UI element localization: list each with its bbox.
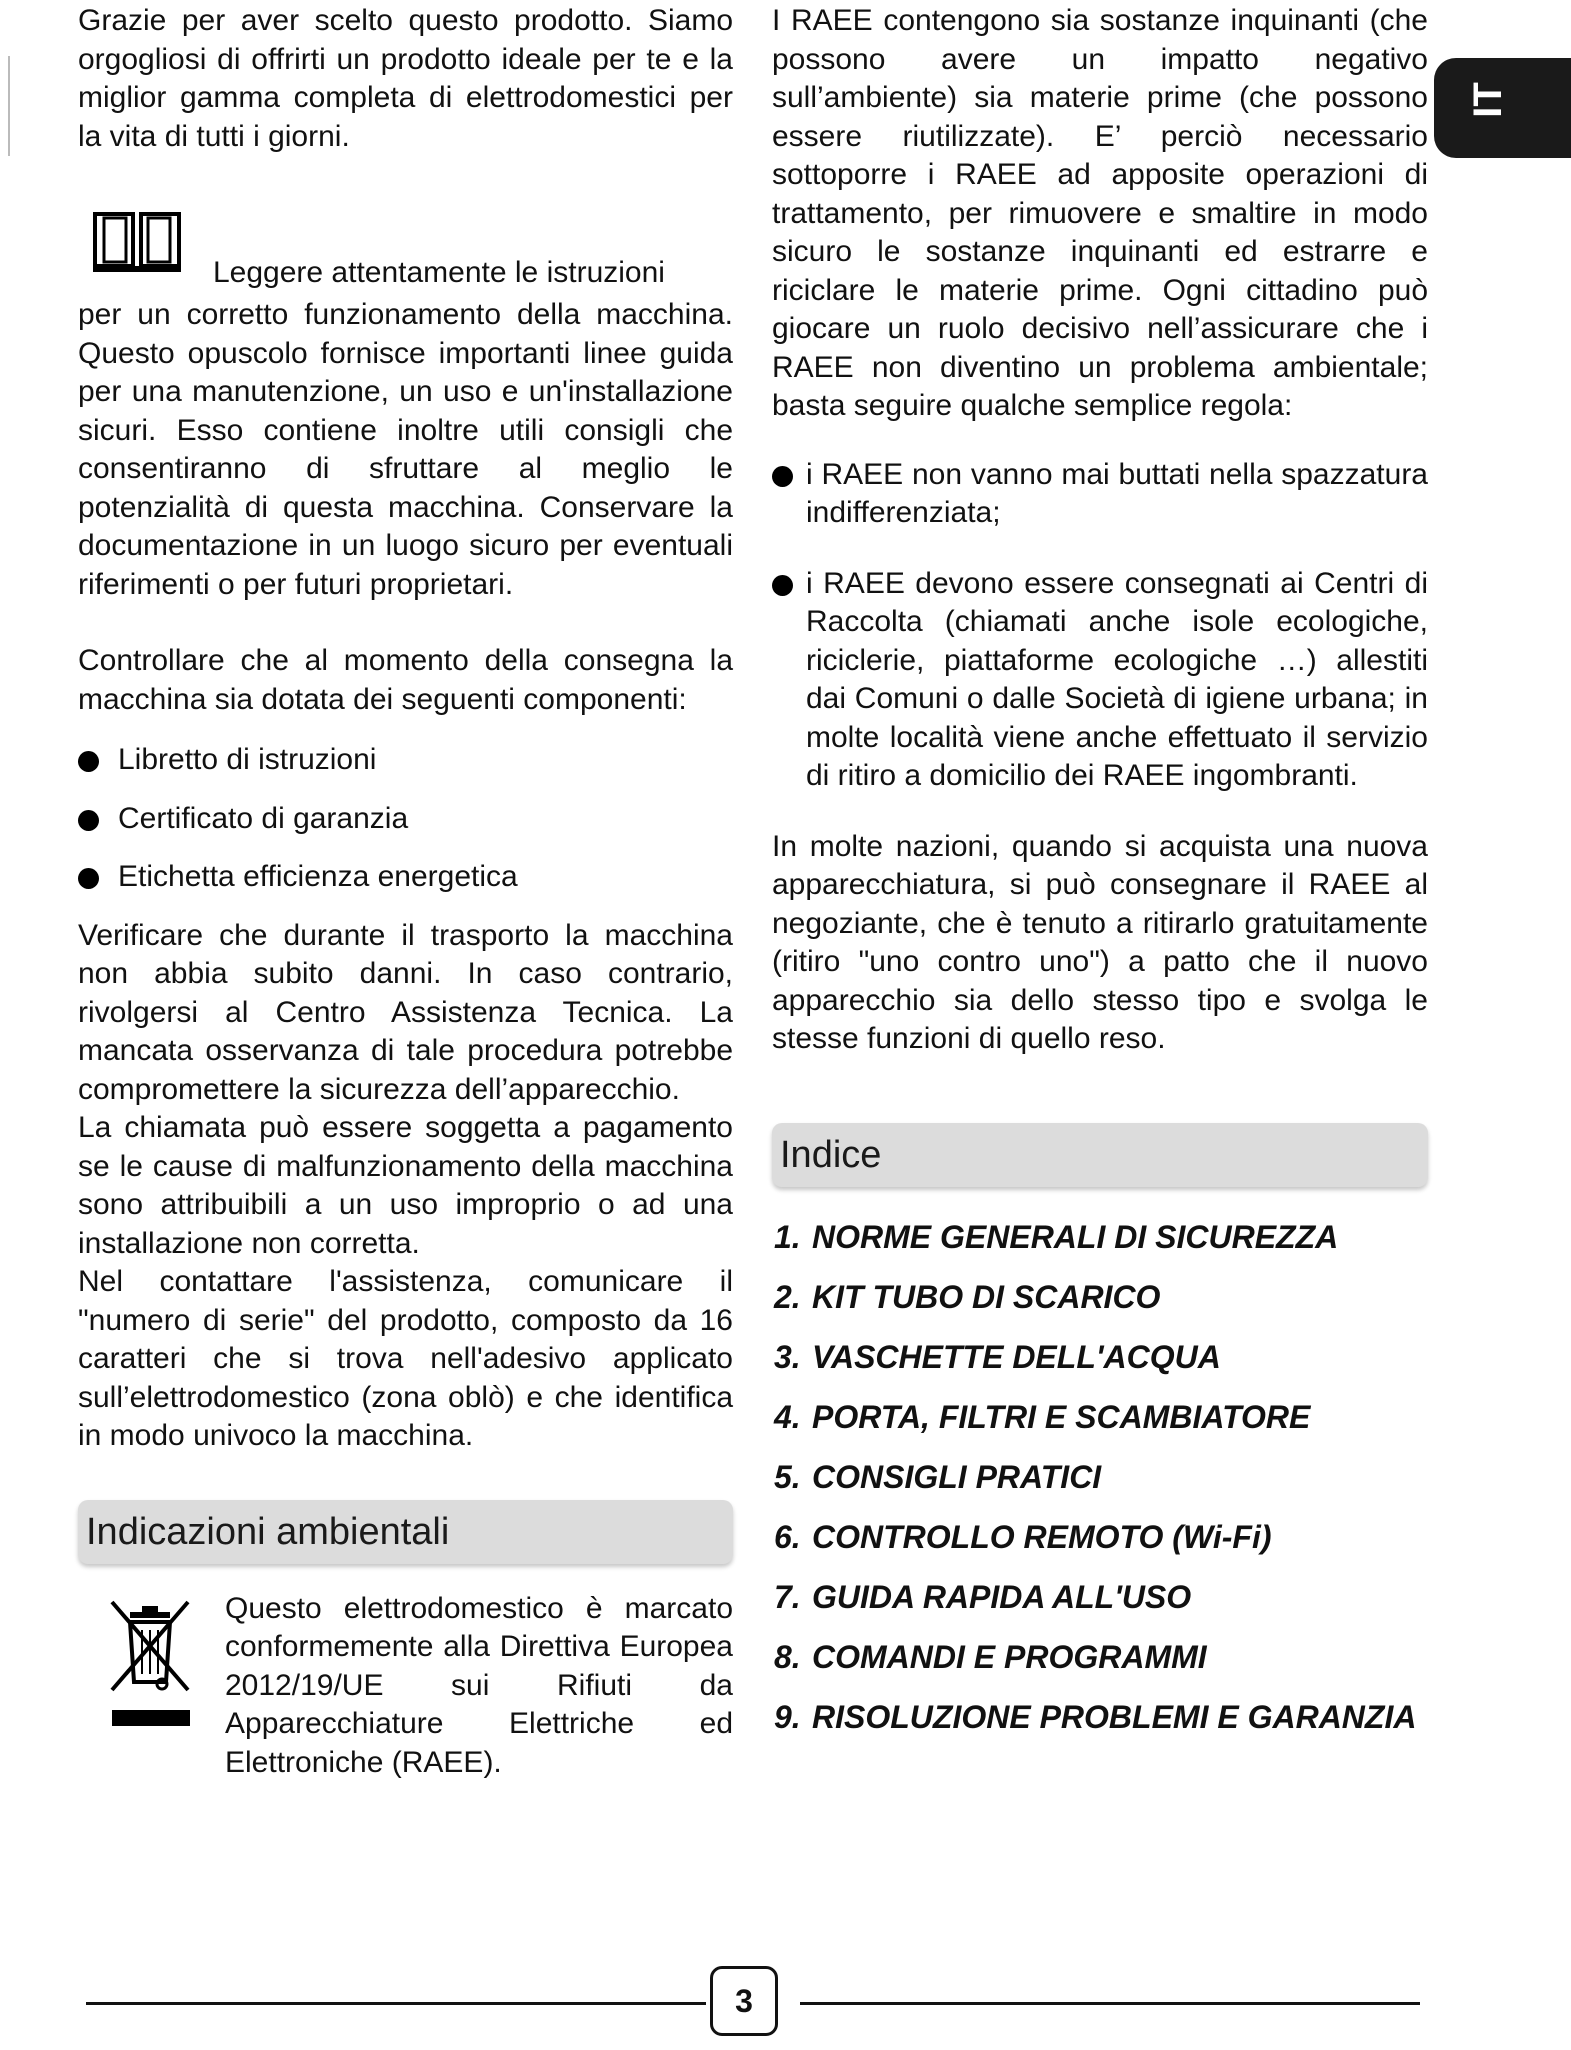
- toc-item[interactable]: 6. CONTROLLO REMOTO (Wi-Fi): [774, 1518, 1272, 1555]
- toc-item[interactable]: 1. NORME GENERALI DI SICUREZZA: [774, 1218, 1339, 1255]
- raee-intro-paragraph: I RAEE contengono sia sostanze inquinanti (che possono avere un impatto negativo sull’ambiente) sia materie prime (che possono essere riutilizzate). E’ perciò necessario sottoporre i RAEE ad apposite operazioni di trattamento, per rimuovere e smaltire in modo sicuro le sostanze inquinanti ed estrarre e riciclare le materie prime. Ogni cittadino può giocare un ruolo decisivo nell’assicurare che i RAEE non diventino un problema ambientale; basta seguire qualche semplice regola:: [772, 4, 1428, 422]
- retailer-return-paragraph: In molte nazioni, quando si acquista una nuova apparecchiatura, si può consegnare il RAEE al negoziante, che è tenuto a ritirarlo gratuitamente (ritiro "uno contro uno") a patto che il nuovo apparecchio sia dello stesso tipo e svolga le stesse funzioni di quello reso.: [772, 829, 1428, 1055]
- toc-item[interactable]: 7. GUIDA RAPIDA ALL'USO: [774, 1578, 1192, 1615]
- language-tab-label: IT: [1466, 82, 1510, 118]
- footer-rule-left: [86, 2002, 706, 2005]
- open-book-icon: [92, 208, 182, 276]
- toc-item[interactable]: 8. COMANDI E PROGRAMMI: [774, 1638, 1207, 1675]
- check-components-paragraph: Controllare che al momento della consegna la macchina sia dotata dei seguenti componenti:: [78, 644, 733, 716]
- weee-notice: [78, 1590, 733, 1783]
- left-column: [78, 0, 733, 1782]
- list-item: i RAEE non vanno mai buttati nella spazzatura indifferenziata;: [772, 456, 1428, 533]
- list-item: Libretto di istruzioni: [78, 741, 733, 780]
- toc-item[interactable]: 9. RISOLUZIONE PROBLEMI E GARANZIA: [774, 1698, 1417, 1735]
- toc-item[interactable]: 2. KIT TUBO DI SCARICO: [774, 1278, 1161, 1315]
- call-payment-paragraph: La chiamata può essere soggetta a pagamento se le cause di malfunzionamento della macchina sono attribuibili a un uso improprio o ad una installazione non corretta.: [78, 1111, 733, 1260]
- footer-rule-right: [800, 2002, 1420, 2005]
- page-number: 3: [710, 1966, 778, 2036]
- toc-item[interactable]: 4. PORTA, FILTRI E SCAMBIATORE: [774, 1398, 1311, 1435]
- language-tab: [1434, 58, 1571, 158]
- transport-check-paragraph: Verificare che durante il trasporto la macchina non abbia subito danni. In caso contrario, rivolgersi al Centro Assistenza Tecnica. La mancata osservanza di tale procedura potrebbe compromettere la sicurezza dell’apparecchio.: [78, 918, 733, 1106]
- read-instructions-body: per un corretto funzionamento della macchina. Questo opuscolo fornisce importanti linee guida per una manutenzione, un uso e un'installazione sicuri. Esso contiene inoltre utili consigli che consentiranno di sfruttare al meglio le potenzialità di questa macchina. Conservare la documentazione in un luogo sicuro per eventuali riferimenti o per futuri proprietari.: [78, 298, 733, 601]
- scan-edge-mark: [8, 56, 10, 156]
- toc-item[interactable]: 3. VASCHETTE DELL'ACQUA: [774, 1338, 1221, 1375]
- bullet-icon: [772, 575, 793, 596]
- bullet-icon: [772, 466, 793, 487]
- intro-paragraph: Grazie per aver scelto questo prodotto. Siamo orgogliosi di offrirti un prodotto ideale per te e la miglior gamma completa di elettrodomestici per la vita di tutti i giorni.: [78, 4, 733, 153]
- table-of-contents: [772, 1207, 1428, 1747]
- list-item: Certificato di garanzia: [78, 800, 733, 839]
- crossed-out-bin-icon: [106, 1598, 194, 1734]
- read-instructions-row: [78, 208, 733, 296]
- bullet-icon: [78, 810, 99, 831]
- list-item: Etichetta efficienza energetica: [78, 858, 733, 897]
- toc-item[interactable]: 5. CONSIGLI PRATICI: [774, 1458, 1102, 1495]
- index-section-header: Indice: [772, 1123, 1428, 1187]
- list-item: i RAEE devono essere consegnati ai Centri di Raccolta (chiamati anche isole ecologiche, riciclerie, piattaforme ecologiche …) allestiti dai Comuni o dalle Società di igiene urbana; in molte località viene anche effettuato il servizio di ritiro a domicilio dei RAEE ingombranti.: [772, 565, 1428, 796]
- components-list: [78, 741, 733, 897]
- environment-section-header: Indicazioni ambientali: [78, 1500, 733, 1564]
- read-instructions-lead: Leggere attentamente le istruzioni: [213, 256, 665, 289]
- weee-directive-text: Questo elettrodomestico è marcato conformemente alla Direttiva Europea 2012/19/UE sui Rifiuti da Apparecchiature Elettriche ed Elettroniche (RAEE).: [225, 1591, 733, 1779]
- bullet-icon: [78, 751, 99, 772]
- raee-rules-list: [772, 456, 1428, 796]
- bullet-icon: [78, 868, 99, 889]
- serial-number-paragraph: Nel contattare l'assistenza, comunicare il "numero di serie" del prodotto, composto da 16 caratteri che si trova nell'adesivo applicato sull’elettrodomestico (zona oblò) e che identifica in modo univoco la macchina.: [78, 1265, 733, 1452]
- right-column: [772, 0, 1428, 1747]
